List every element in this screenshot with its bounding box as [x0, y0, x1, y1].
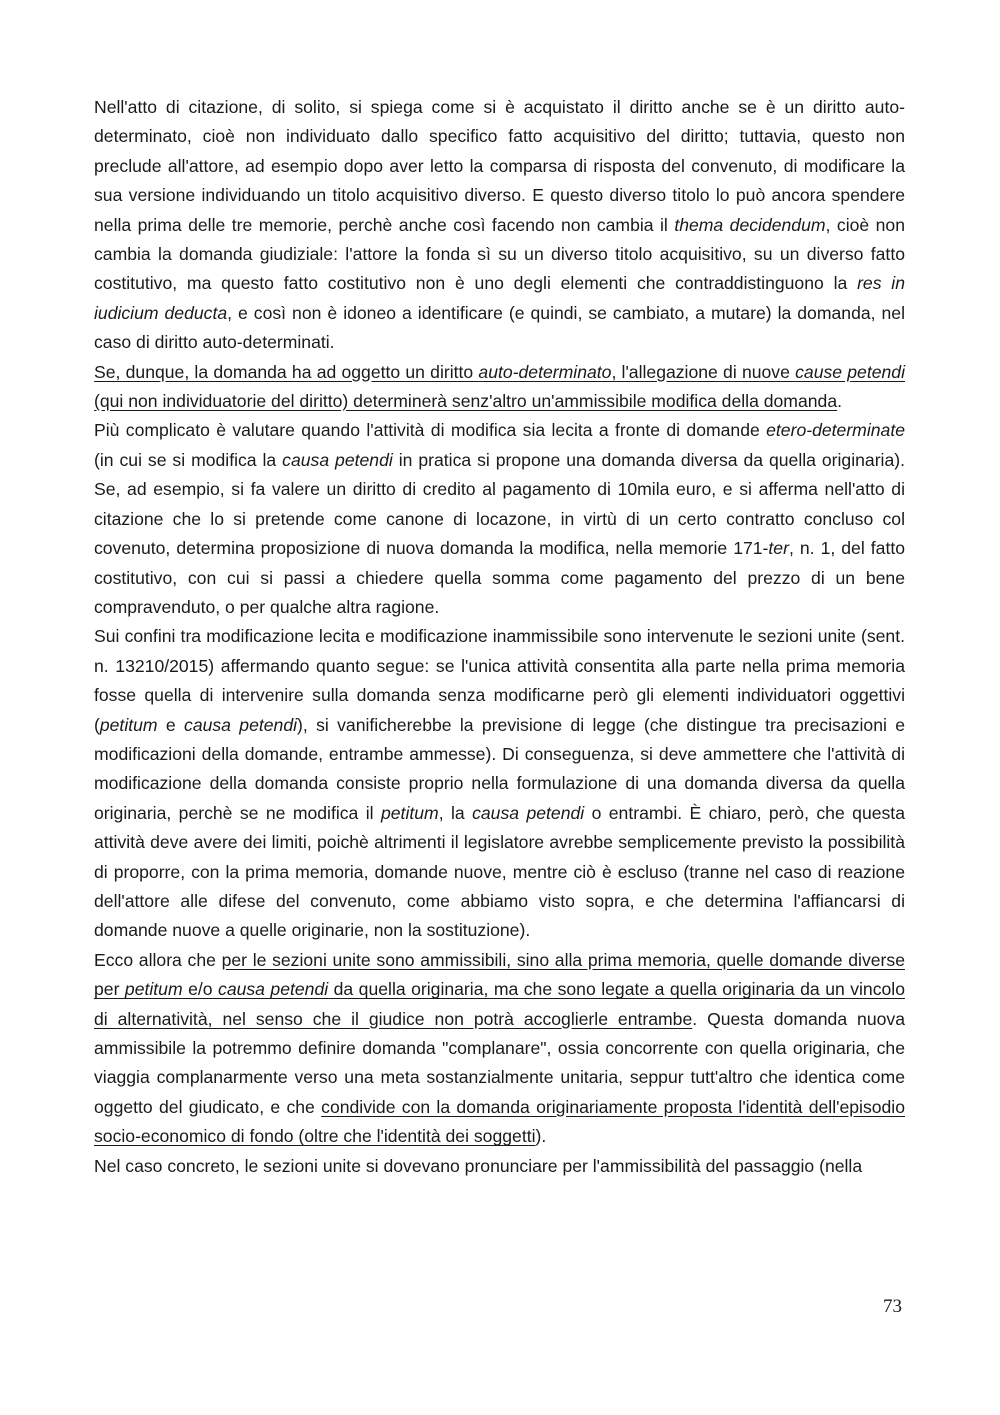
paragraph-domanda-complanare [94, 946, 905, 1152]
text-run: Ecco allora che [94, 949, 222, 970]
underlined-italic-text: auto-determinato [478, 361, 612, 382]
text-run: , la [438, 802, 473, 823]
italic-text: causa petendi [282, 449, 393, 470]
underlined-text: per le sezioni unite sono ammissibili, sino alla prima memoria, quelle domande diverse per [94, 949, 905, 1000]
text-run: (in cui se si modifica la [94, 449, 283, 470]
text-run: Più complicato è valutare quando l'attività di modifica sia lecita a fronte di domande [94, 420, 767, 441]
underlined-italic-text: cause petendi [795, 361, 905, 382]
text-run: . Questa domanda nuova ammissibile la potremmo definire domanda "complanare", ossia concorrente con quella originaria, che viaggia complanarmente verso una meta sostanzialmente unitaria, seppur tutt'altro che identica come oggetto del giudicato, e che [94, 1008, 905, 1117]
italic-text: res in iudicium deducta [94, 273, 905, 323]
italic-text: causa petendi [472, 802, 585, 823]
text-run: o entrambi. È chiaro, però, che questa attività deve avere dei limiti, poichè altrimenti il legislatore avrebbe semplicemente previsto la possibilità di proporre, con la prima memoria, domande nuove, mentre ciò è escluso (tranne nel caso di reazione dell'attore alle difese del convenuto, come abbiamo visto sopra, e che determina l'affiancarsi di domande nuove a quelle originarie, non la sostituzione). [94, 802, 905, 941]
underlined-italic-text: causa petendi [218, 979, 329, 1000]
italic-text: thema decidendum [674, 214, 826, 235]
paragraph-caso-concreto [94, 1152, 905, 1181]
underlined-text: (qui non individuatorie del diritto) determinerà senz'altro un'ammissibile modifica della domanda [94, 391, 838, 412]
text-run: e [157, 714, 185, 735]
underlined-text: condivide con la domanda originariamente proposta l'identità dell'episodio socio-economico di fondo (oltre che l'identità dei soggetti [94, 1096, 905, 1147]
text-run: Sui confini tra modificazione lecita e modificazione inammissibile sono intervenute le sezioni unite (sent. n. 13210/2015) affermando quanto segue: se l'unica attività consentita alla parte nella prima memoria fosse quella di intervenire sulla domanda senza modificarne però gli elementi individuatori oggettivi ( [94, 626, 905, 735]
italic-text: ter [768, 538, 789, 559]
italic-text: petitum [99, 714, 158, 735]
page-number: 73 [883, 1296, 902, 1317]
text-run: Nell'atto di citazione, di solito, si spiega come si è acquistato il diritto anche se è un diritto auto-determinato, cioè non individuato dallo specifico fatto acquisitivo del diritto; tuttavia, questo non preclude all'attore, ad esempio dopo aver letto la comparsa di risposta del convenuto, di modificare la sua versione individuando un titolo acquisitivo diverso. E questo diverso titolo lo può ancora spendere nella prima delle tre memorie, perchè anche così facendo non cambia il [94, 97, 905, 235]
paragraph-autodeterminati [94, 93, 905, 358]
text-run: . [837, 391, 842, 412]
italic-text: causa petendi [184, 714, 298, 735]
paragraph-eterodeterminate [94, 416, 905, 622]
text-run: , e così non è idoneo a identificare (e quindi, se cambiato, a mutare) la domanda, nel caso di diritto auto-determinati. [94, 302, 905, 353]
paragraph-modifica-ammissibile [94, 358, 905, 417]
underlined-italic-text: petitum [124, 979, 183, 1000]
text-run: ), si vanificherebbe la previsione di legge (che distingue tra precisazioni e modificazioni della domande, entrambe ammesse). Di conseguenza, si deve ammettere che l'attività di modificazione della domanda consiste proprio nella formulazione di una domanda diversa da quella originaria, perchè se ne modifica il [94, 714, 906, 823]
text-run: , cioè non cambia la domanda giudiziale: l'attore la fonda sì su un diverso titolo acquisitivo, su un diverso fatto costitutivo, ma questo fatto costitutivo non è uno degli elementi che contraddistinguono la [94, 214, 906, 294]
text-run: in pratica si propone una domanda diversa da quella originaria). Se, ad esempio, si fa valere un diritto di credito al pagamento di 10mila euro, e si afferma nell'atto di citazione che lo si pretende come canone di locazone, in virtù di un certo contratto concluso col covenuto, determina proposizione di nuova domanda la modifica, nella memorie 171- [94, 449, 905, 559]
underlined-text: e/o [182, 979, 219, 1000]
body-text [94, 93, 905, 1181]
text-run: , n. 1, del fatto costitutivo, con cui si passi a chiedere quella somma come pagamento del prezzo di un bene compravenduto, o per qualche altra ragione. [94, 538, 905, 617]
italic-text: etero-determinate [766, 420, 905, 441]
underlined-text: , l'allegazione di nuove [611, 361, 796, 382]
italic-text: petitum [380, 802, 439, 823]
text-run: Nel caso concreto, le sezioni unite si dovevano pronunciare per l'ammissibilità del passaggio (nella [94, 1155, 863, 1176]
underlined-text: Se, dunque, la domanda ha ad oggetto un diritto [94, 361, 479, 382]
text-run: ). [535, 1126, 547, 1147]
paragraph-sezioni-unite [94, 622, 905, 945]
underlined-text: da quella originaria, ma che sono legate a quella originaria da un vincolo di alternatività, nel senso che il giudice non potrà accoglierle entrambe [94, 979, 905, 1029]
